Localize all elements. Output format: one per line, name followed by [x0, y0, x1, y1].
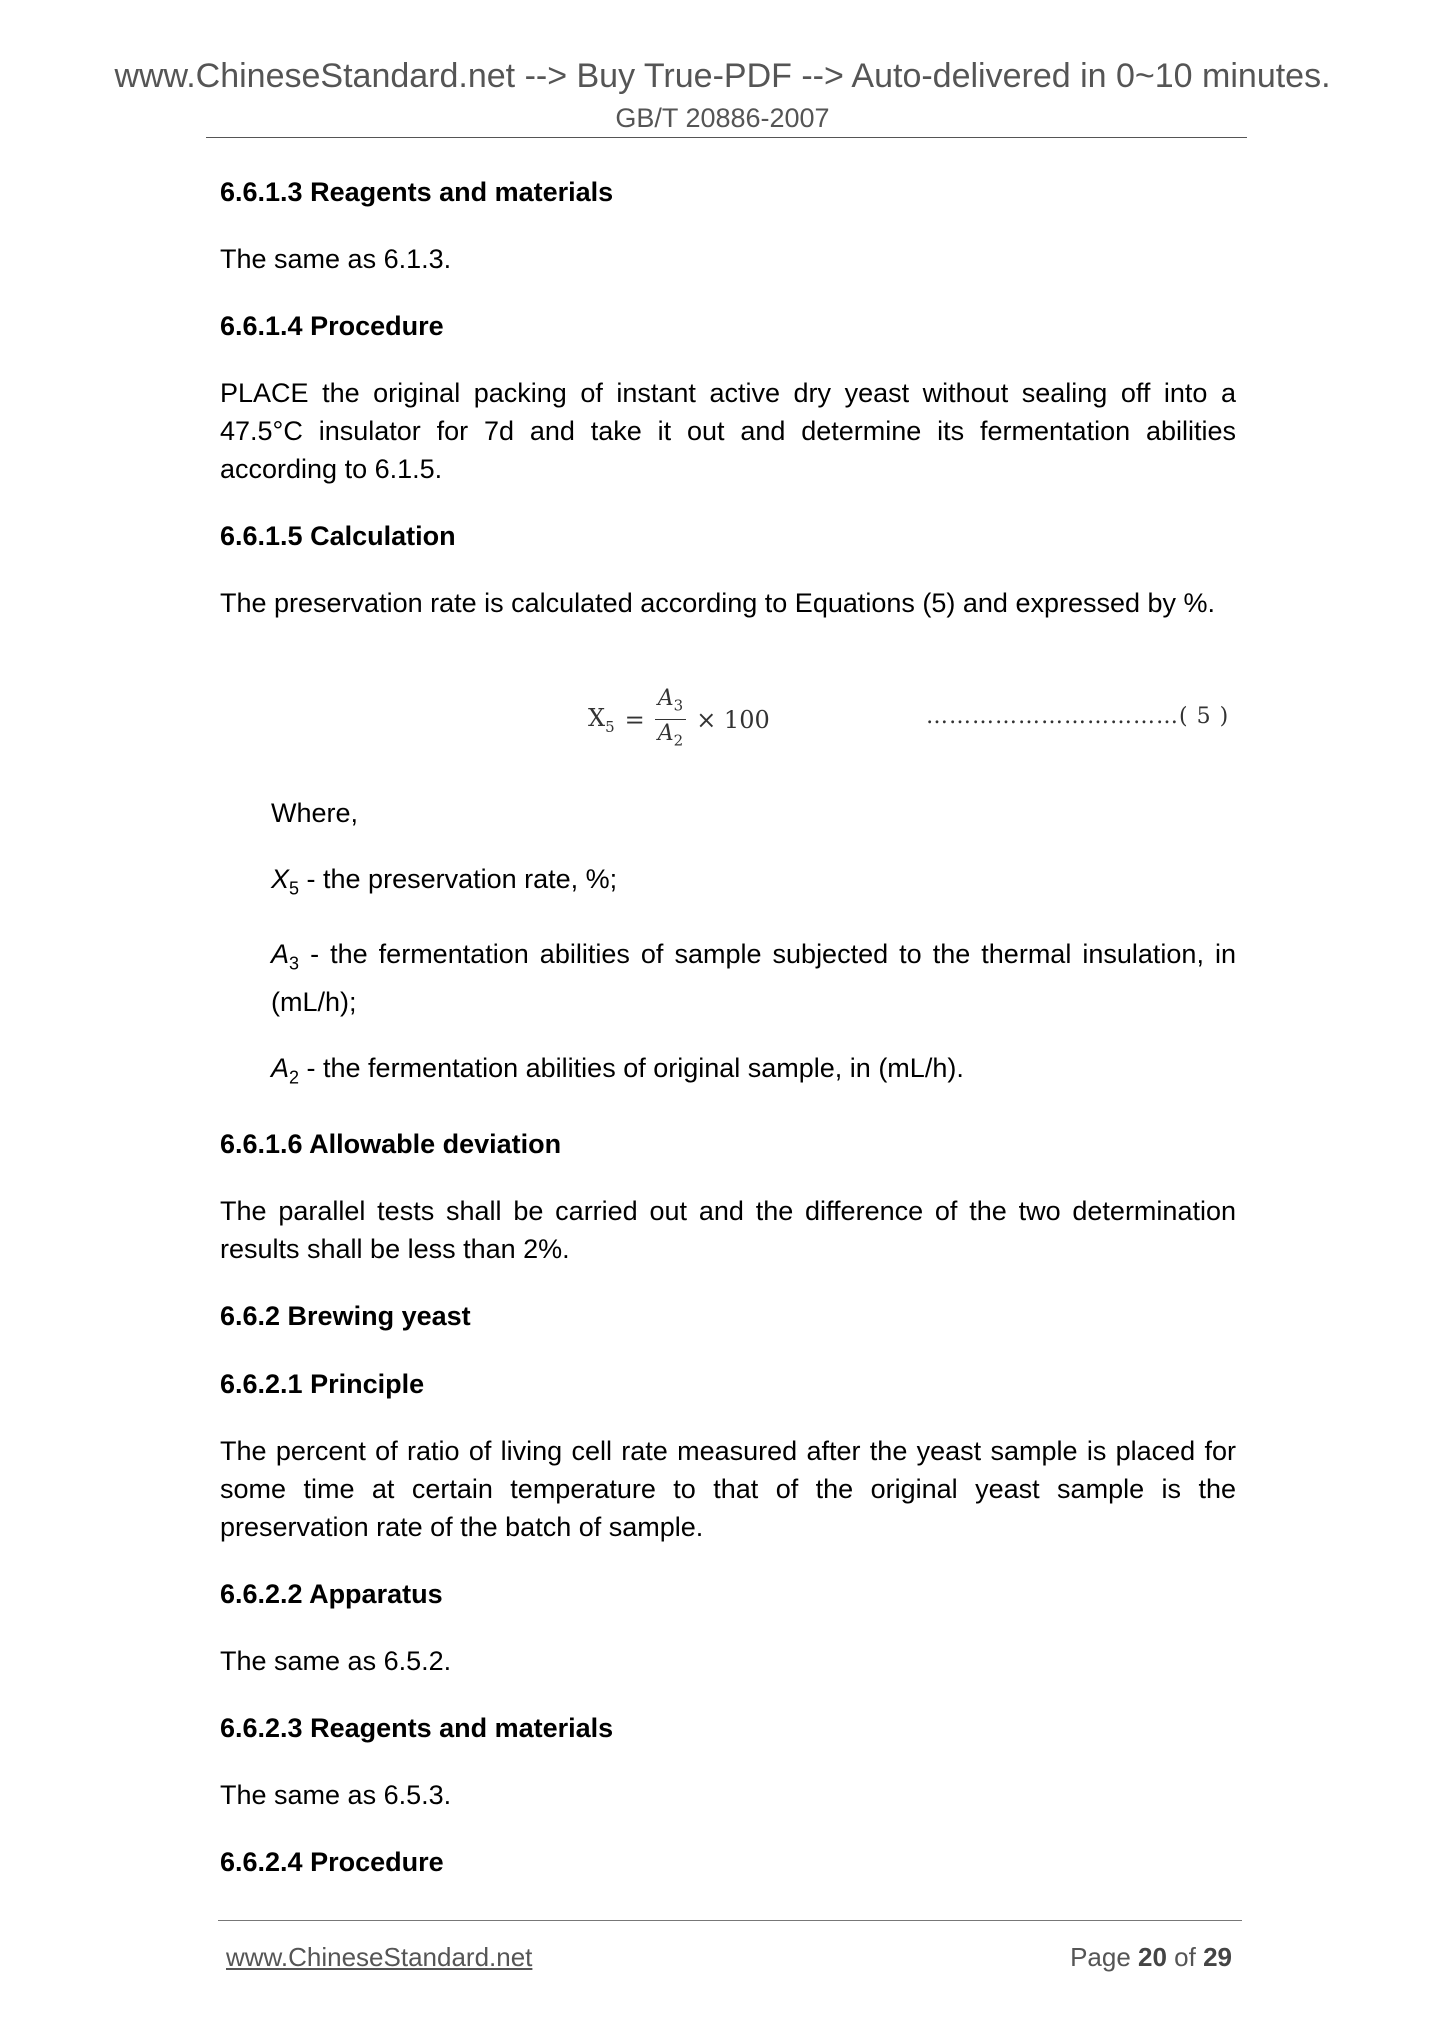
fraction-numerator: $A_3$ [655, 686, 686, 720]
text-6-6-2-3: The same as 6.5.3. [220, 1780, 452, 1811]
heading-6-6-1-6: 6.6.1.6 Allowable deviation [220, 1129, 562, 1160]
page-header [0, 56, 1445, 134]
where-label: Where, [271, 798, 359, 828]
page-number: Page 20 of 29 [1070, 1942, 1232, 1972]
text-6-6-1-3: The same as 6.1.3. [220, 244, 452, 274]
equation-fraction [655, 686, 686, 754]
equation-formula [588, 686, 770, 754]
heading-6-6-2-1: 6.6.2.1 Principle [220, 1369, 425, 1400]
heading-6-6-1-5: 6.6.1.5 Calculation [220, 521, 456, 551]
text-6-6-1-4: PLACE the original packing of instant active dry yeast without sealing off into a 47.5°C insulator for 7d and take it out and determine its fermentation abilities according to 6.1.5. [220, 378, 1236, 484]
definition-a2: $A_2$ - the fermentation abilities of original sample, in (mL/h). [271, 1052, 964, 1088]
current-page: 20 [1138, 1942, 1167, 1972]
header-banner[interactable]: www.ChineseStandard.net --> Buy True-PDF --> Auto-delivered in 0~10 minutes. [114, 57, 1331, 95]
heading-6-6-2-3: 6.6.2.3 Reagents and materials [220, 1713, 614, 1744]
heading-6-6-1-4: 6.6.1.4 Procedure [220, 311, 444, 341]
where-block [220, 794, 1236, 1096]
equation-lhs: $X_5$ [588, 703, 615, 736]
definition-x5: $X_5$ - the preservation rate, %; [271, 864, 618, 899]
heading-6-6-2: 6.6.2 Brewing yeast [220, 1301, 471, 1332]
text-6-6-1-5: The preservation rate is calculated according to Equations (5) and expressed by %. [220, 588, 1216, 618]
text-6-6-2-1: The percent of ratio of living cell rate measured after the yeast sample is placed for some time at certain temperature to that of the original yeast sample is the preservation rate of the batch of sample. [220, 1436, 1236, 1543]
text-6-6-2-2: The same as 6.5.2. [220, 1646, 452, 1677]
equation-5 [220, 664, 1236, 760]
equation-number: ……………………………( 5 ) [926, 704, 1230, 729]
fraction-denominator: $A_2$ [657, 721, 684, 750]
total-pages: 29 [1203, 1942, 1232, 1972]
header-divider [206, 137, 1247, 138]
heading-6-6-2-2: 6.6.2.2 Apparatus [220, 1579, 443, 1610]
equation-multiplier: × 100 [696, 705, 770, 734]
heading-6-6-2-4: 6.6.2.4 Procedure [220, 1847, 444, 1878]
definition-a3: $A_3$ - the fermentation abilities of sample subjected to the thermal insulation, in (mL/h); [271, 939, 1236, 1017]
footer-divider [218, 1920, 1242, 1921]
heading-6-6-1-3: 6.6.1.3 Reagents and materials [220, 177, 614, 207]
equation-equals: = [624, 705, 645, 734]
document-body [220, 172, 1236, 1910]
text-6-6-1-6: The parallel tests shall be carried out and the difference of the two determination results shall be less than 2%. [220, 1196, 1236, 1265]
footer-website-link[interactable]: www.ChineseStandard.net [226, 1942, 533, 1972]
standard-number: GB/T 20886-2007 [615, 103, 830, 133]
